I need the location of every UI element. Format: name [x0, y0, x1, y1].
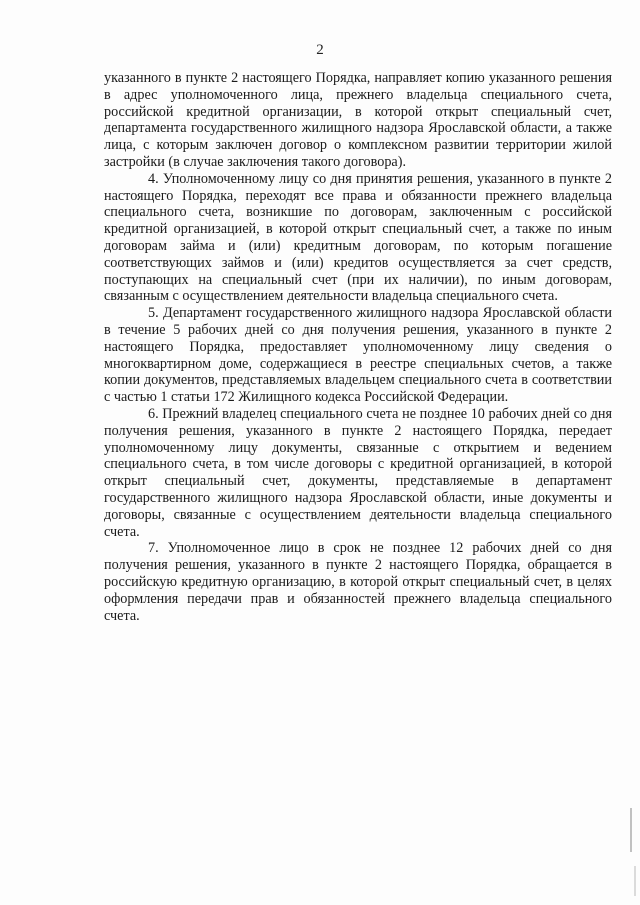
document-body	[104, 70, 612, 624]
paragraph-item-7: 7. Уполномоченное лицо в срок не позднее 12 рабочих дней со дня получения решения, указанного в пункте 2 настоящего Порядка, обращается в российскую кредитную организацию, в которой открыт специальный счет, в целях оформления передачи прав и обязанностей прежнего владельца специального счета.	[104, 540, 612, 624]
page-number: 2	[316, 42, 324, 58]
paragraph-item-6: 6. Прежний владелец специального счета не позднее 10 рабочих дней со дня получения решения, указанного в пункте 2 настоящего Порядка, передает уполномоченному лицу документы, связанные с открытием и ведением специального счета, в том числе договоры с кредитной организацией, в которой открыт специальный счет, документы, представляемые в департамент государственного жилищного надзора Ярославской области, иные документы и договоры, связанные с осуществлением деятельности владельца специального счета.	[104, 405, 612, 540]
scan-edge-mark	[634, 866, 636, 896]
paragraph-item-4: 4. Уполномоченному лицу со дня принятия решения, указанного в пункте 2 настоящего Порядка, переходят все права и обязанности прежнего владельца специального счета, возникшие по договорам, заключенным с российской кредитной организацией, в которой открыт специальный счет, а также по иным договорам займа и (или) кредитным договорам, по которым погашение соответствующих займов и (или) кредитов осуществляется за счет средств, поступающих на специальный счет (при их наличии), по иным договорам, связанным с осуществлением деятельности владельца специального счета.	[104, 170, 612, 305]
paragraph-item-5: 5. Департамент государственного жилищного надзора Ярославской области в течение 5 рабочих дней со дня получения решения, указанного в пункте 2 настоящего Порядка, предоставляет уполномоченному лицу сведения о многоквартирном доме, содержащиеся в реестре специальных счетов, а также копии документов, представляемых владельцем специального счета в соответствии с частью 1 статьи 172 Жилищного кодекса Российской Федерации.	[104, 305, 612, 406]
paragraph-continuation: указанного в пункте 2 настоящего Порядка, направляет копию указанного решения в адрес уполномоченного лица, прежнего владельца специального счета, российской кредитной организации, в которой открыт специальный счет, департамента государственного жилищного надзора Ярославской области, а также лица, с которым заключен договор о комплексном развитии территории жилой застройки (в случае заключения такого договора).	[104, 70, 612, 170]
scan-edge-mark	[630, 808, 632, 852]
